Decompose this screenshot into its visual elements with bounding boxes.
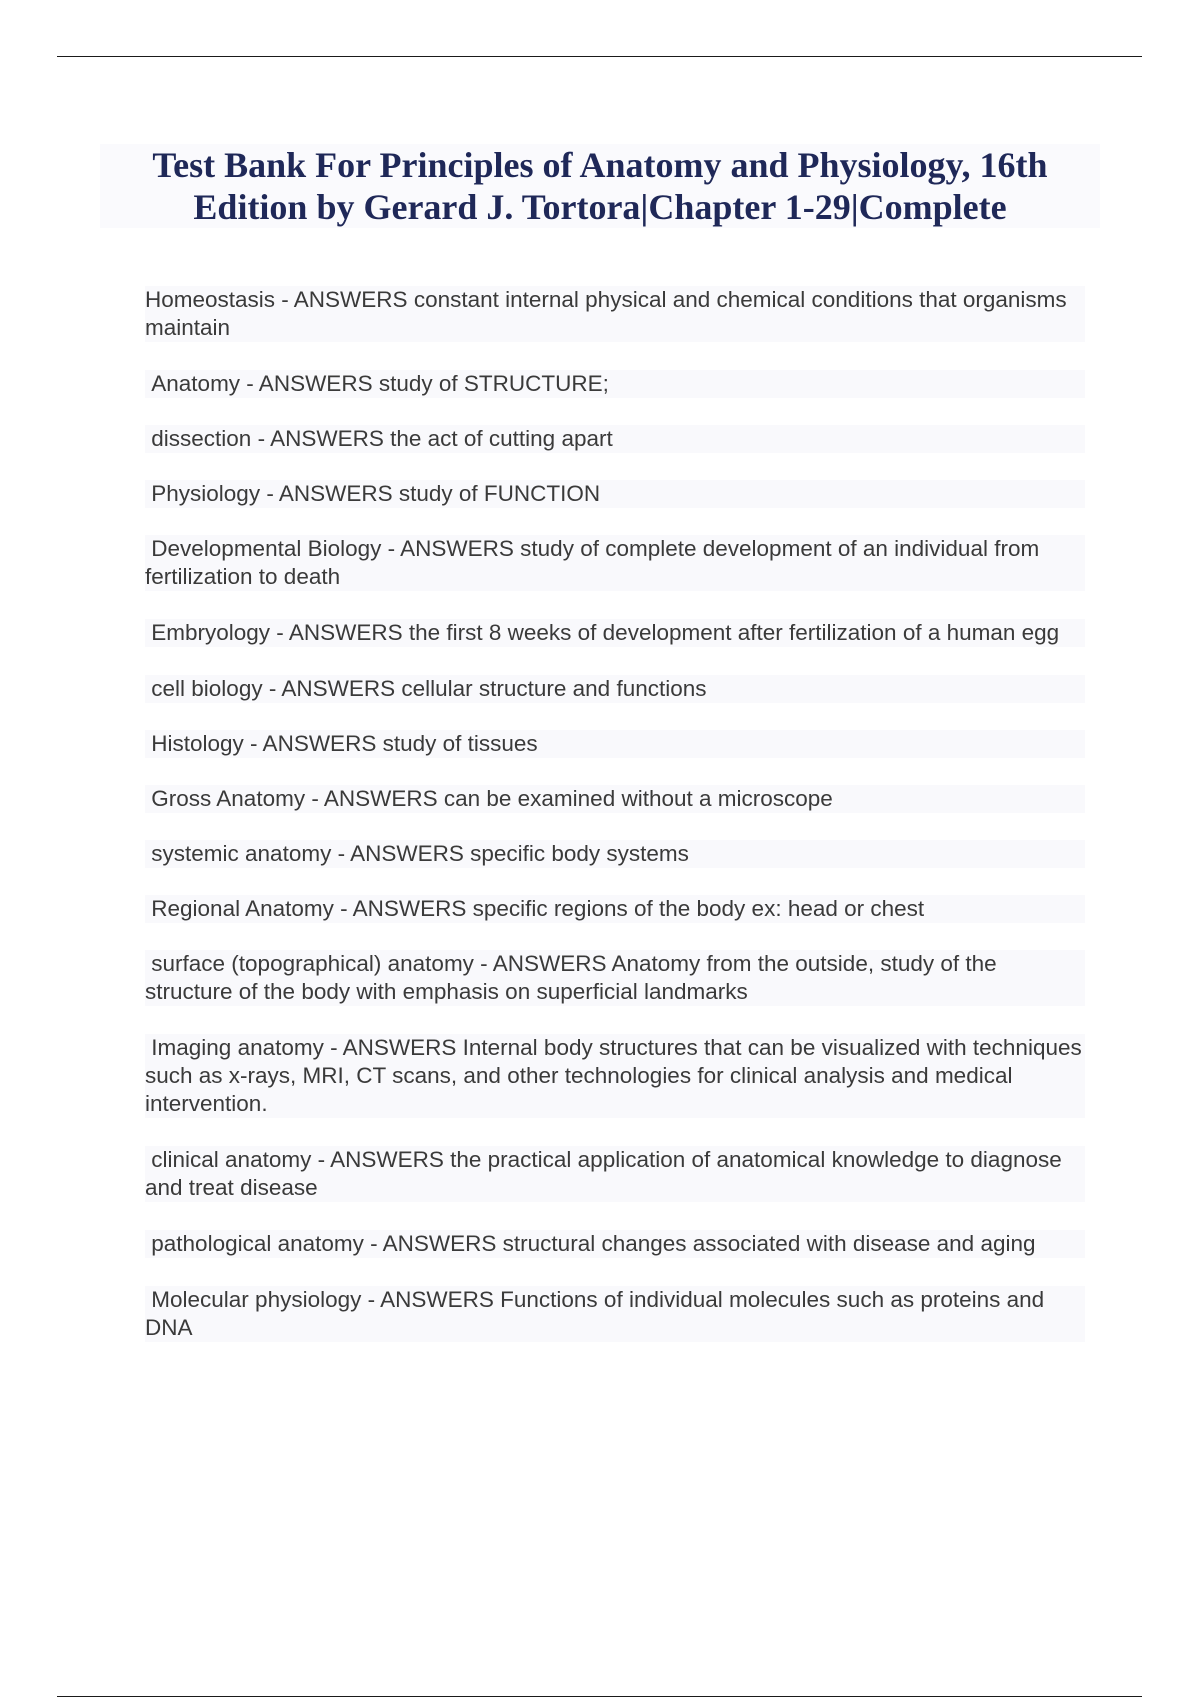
flashcard-entry-clinical-anatomy: clinical anatomy - ANSWERS the practical application of anatomical knowledge to diagnose and treat disease [145, 1146, 1085, 1202]
flashcard-list [145, 286, 1088, 1370]
document-title: Test Bank For Principles of Anatomy and Physiology, 16th Edition by Gerard J. Tortora|Chapter 1-29|Complete [100, 144, 1100, 228]
flashcard-entry-gross-anatomy: Gross Anatomy - ANSWERS can be examined without a microscope [145, 785, 1085, 813]
flashcard-entry-molecular-physiology: Molecular physiology - ANSWERS Functions of individual molecules such as proteins and DNA [145, 1286, 1085, 1342]
flashcard-entry-histology: Histology - ANSWERS study of tissues [145, 730, 1085, 758]
flashcard-entry-imaging-anatomy: Imaging anatomy - ANSWERS Internal body structures that can be visualized with techniques such as x-rays, MRI, CT scans, and other technologies for clinical analysis and medical intervention. [145, 1035, 1088, 1116]
flashcard-entry-homeostasis: Homeostasis - ANSWERS constant internal physical and chemical conditions that organisms maintain [145, 286, 1085, 342]
flashcard-entry-surface-anatomy: surface (topographical) anatomy - ANSWERS Anatomy from the outside, study of the structure of the body with emphasis on superficial landmarks [145, 950, 1085, 1006]
flashcard-entry-pathological-anatomy: pathological anatomy - ANSWERS structural changes associated with disease and aging [145, 1230, 1085, 1258]
bottom-rule [57, 1696, 1142, 1697]
flashcard-entry-dissection: dissection - ANSWERS the act of cutting apart [145, 425, 1085, 453]
flashcard-entry-cell-biology: cell biology - ANSWERS cellular structure and functions [145, 675, 1085, 703]
flashcard-entry-systemic-anatomy: systemic anatomy - ANSWERS specific body systems [145, 840, 1085, 868]
flashcard-entry-embryology: Embryology - ANSWERS the first 8 weeks of development after fertilization of a human egg [145, 619, 1085, 647]
flashcard-entry-regional-anatomy: Regional Anatomy - ANSWERS specific regions of the body ex: head or chest [145, 895, 1085, 923]
flashcard-entry-developmental-biology: Developmental Biology - ANSWERS study of complete development of an individual from fertilization to death [145, 535, 1085, 591]
flashcard-entry-anatomy: Anatomy - ANSWERS study of STRUCTURE; [145, 370, 1085, 398]
flashcard-entry-physiology: Physiology - ANSWERS study of FUNCTION [145, 480, 1085, 508]
top-rule [57, 56, 1142, 57]
